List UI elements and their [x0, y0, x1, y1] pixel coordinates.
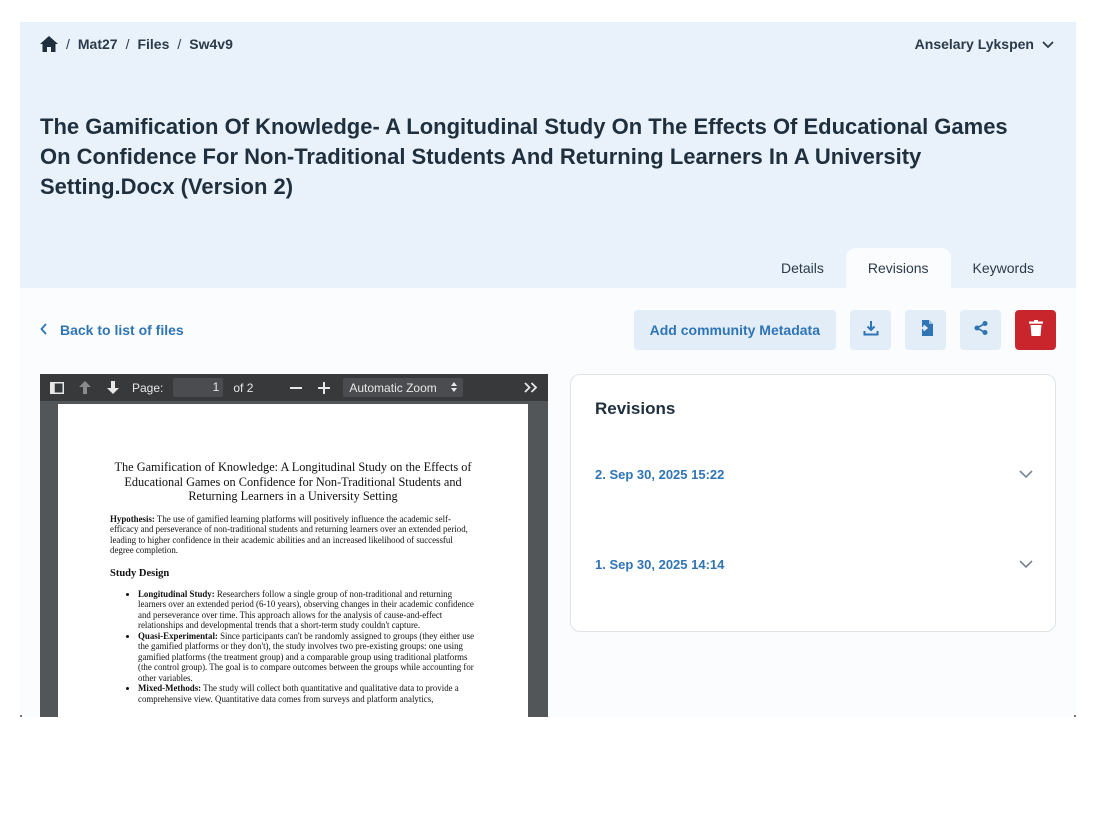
- tools-menu-icon[interactable]: [522, 379, 540, 397]
- breadcrumb-item-files[interactable]: Files: [137, 36, 170, 52]
- user-menu[interactable]: [915, 36, 1054, 52]
- bullet-text: Researchers follow a single group of non-traditional and returning learners over an extended period (6-10 years), observing changes in their academic confidence and perseverance over time. This approach allows for the analysis of cause-and-effect relationships and developmental trends that a short-term study couldn't capture.: [138, 588, 474, 630]
- hypothesis-text: The use of gamified learning platforms will positively influence the academic self-efficacy and perseverance of non-traditional students and returning learners over an extended period, leading to higher confidence in their academic abilities and an increased likelihood of successful degree completion.: [110, 513, 468, 555]
- revision-item[interactable]: [595, 462, 1033, 486]
- frame-corner-mark: [1074, 715, 1076, 717]
- breadcrumb-separator: /: [125, 36, 130, 52]
- page-number-input[interactable]: 1: [173, 378, 223, 397]
- breadcrumb-separator: /: [66, 36, 70, 52]
- pdf-viewer[interactable]: [40, 374, 548, 717]
- chevron-down-icon: [1019, 465, 1033, 483]
- bullet-label: Longitudinal Study:: [138, 588, 215, 599]
- pdf-toolbar: [40, 374, 548, 401]
- next-page-icon[interactable]: [104, 379, 122, 397]
- download-button[interactable]: [850, 310, 891, 350]
- frame-corner-mark: [20, 715, 22, 717]
- tab-keywords[interactable]: Keywords: [972, 260, 1034, 276]
- home-icon[interactable]: [40, 36, 58, 52]
- list-item: [138, 631, 476, 684]
- app-frame: [20, 22, 1076, 717]
- tab-bar: [759, 248, 1056, 288]
- chevron-down-icon: [1019, 555, 1033, 573]
- bullet-label: Quasi-Experimental:: [138, 630, 218, 641]
- revision-label: 1. Sep 30, 2025 14:14: [595, 556, 725, 572]
- zoom-select[interactable]: [343, 378, 462, 397]
- chevron-down-icon: [1042, 36, 1054, 52]
- zoom-out-icon[interactable]: [287, 379, 305, 397]
- download-icon: [863, 320, 879, 341]
- file-import-button[interactable]: [905, 310, 946, 350]
- back-to-files-link[interactable]: [40, 322, 184, 338]
- delete-button[interactable]: [1015, 310, 1056, 350]
- share-icon: [973, 320, 989, 341]
- page-label: Page:: [132, 380, 164, 395]
- previous-page-icon[interactable]: [76, 379, 94, 397]
- zoom-value: Automatic Zoom: [349, 380, 437, 395]
- list-item: [138, 589, 476, 631]
- select-arrows-icon: [451, 381, 457, 395]
- study-design-list: [110, 589, 476, 705]
- hypothesis-label: Hypothesis:: [110, 513, 155, 524]
- breadcrumb: [40, 36, 233, 52]
- section-heading: Study Design: [110, 567, 170, 579]
- add-community-metadata-button[interactable]: Add community Metadata: [634, 310, 836, 350]
- breadcrumb-item-current: Sw4v9: [189, 36, 233, 52]
- zoom-in-icon[interactable]: [315, 379, 333, 397]
- list-item: [138, 683, 476, 704]
- page-header: [20, 22, 1076, 288]
- revisions-panel: [570, 374, 1056, 632]
- revision-label: 2. Sep 30, 2025 15:22: [595, 466, 725, 482]
- page-title: The Gamification Of Knowledge- A Longitudinal Study On The Effects Of Educational Games On Confidence For Non-Traditional Students And Returning Learners In A University Setting.Docx (Version 2): [40, 114, 1008, 199]
- page-total: of 2: [233, 380, 254, 395]
- sidebar-toggle-icon[interactable]: [48, 379, 66, 397]
- user-name: Anselary Lykspen: [914, 36, 1034, 52]
- revision-item[interactable]: [595, 552, 1033, 576]
- pdf-page: [58, 404, 528, 717]
- trash-icon: [1029, 320, 1043, 341]
- file-actions: [634, 310, 1056, 350]
- hypothesis-paragraph: [110, 514, 476, 556]
- tab-revisions[interactable]: Revisions: [846, 248, 951, 288]
- document-title: The Gamification of Knowledge: A Longitudinal Study on the Effects of Educational Games on Confidence for Non-Traditional Students and Returning Learners in a University Setting: [114, 460, 472, 503]
- file-import-icon: [918, 319, 934, 342]
- bullet-text: Since participants can't be randomly assigned to groups (they either use the gamified platforms or they don't), the study involves two pre-existing groups: one using gamified platforms (the treatment group) and a comparable group using traditional platforms (the control group). The goal is to compare outcomes between the groups while accounting for other variables.: [138, 630, 475, 683]
- back-link-label: Back to list of files: [60, 322, 184, 338]
- breadcrumb-item-mat27[interactable]: Mat27: [77, 36, 118, 52]
- share-button[interactable]: [960, 310, 1001, 350]
- breadcrumb-separator: /: [177, 36, 182, 52]
- revisions-heading: Revisions: [595, 399, 676, 418]
- chevron-left-icon: [40, 322, 48, 338]
- tab-details[interactable]: Details: [781, 260, 824, 276]
- bullet-label: Mixed-Methods:: [138, 683, 202, 693]
- bullet-text: The study will collect both quantitative and qualitative data to provide a comprehensive view. Quantitative data comes from surveys and platform analytics,: [138, 683, 459, 704]
